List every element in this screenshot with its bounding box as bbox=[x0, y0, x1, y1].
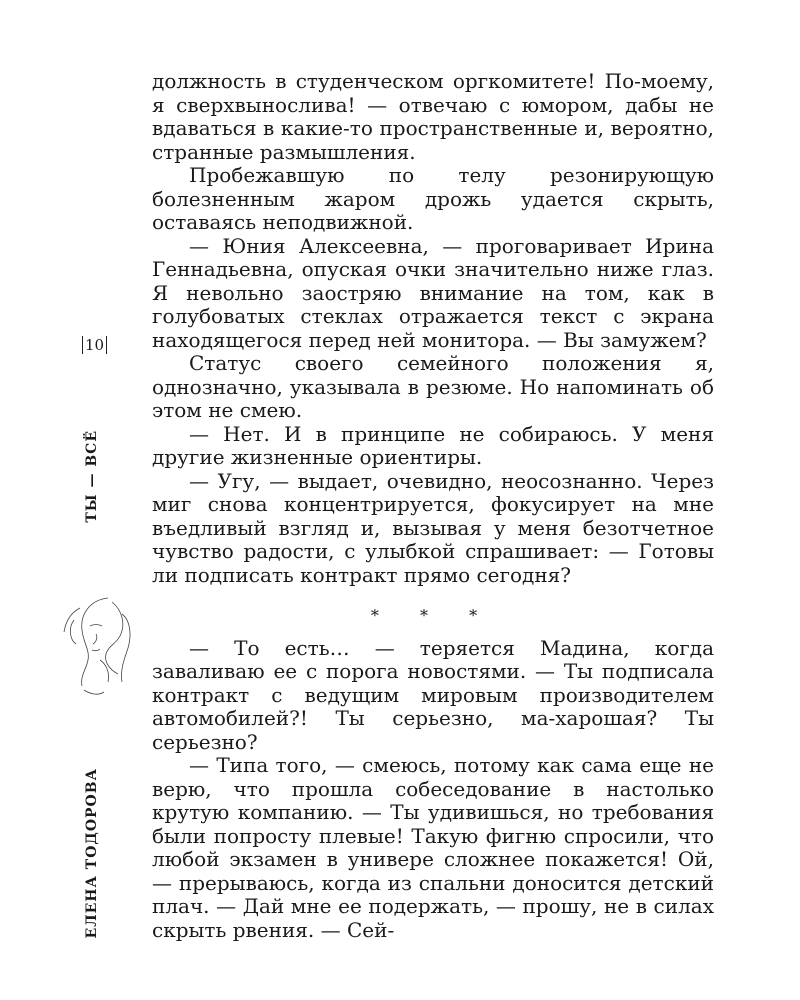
paragraph: должность в студенческом оргкомитете! По-моему, я сверхвынослива! — отвечаю с юмором, дабы не вдаваться в какие-то пространственные и, вероятно, странные размышления. bbox=[152, 69, 714, 164]
paragraph: — То есть… — теряется Мадина, когда заваливаю ее с порога новостями. — Ты подписала контракт с ведущим мировым производителем автомобилей?! Ты серьезно, ма-харошая? Ты серьезно? bbox=[152, 635, 714, 754]
section-break: * * * bbox=[370, 606, 496, 625]
paragraph: — Типа того, — смеюсь, потому как сама еще не верю, что прошла собеседование в настолько крутую компанию. — Ты удивишься, но требования были попросту плевые! Такую фигню спросили, что любой экзамен в универе сложнее покажется! Ой, — прерываюсь, когда из спальни доносится детский плач. — Дай мне ее подержать, — прошу, не в силах скрыть рвения. — Сей- bbox=[152, 753, 714, 942]
page-margin bbox=[60, 0, 140, 1000]
paragraph: Статус своего семейного положения я, однозначно, указывала в резюме. Но напоминать об этом не смею. bbox=[152, 351, 714, 422]
paragraph: — Угу, — выдает, очевидно, неосознанно. Через миг снова концентрируется, фокусирует на мне въедливый взгляд и, вызывая у меня безотчетное чувство радости, с улыбкой спрашивает: — Готовы ли подписать контракт прямо сегодня? bbox=[152, 468, 714, 587]
paragraph: — Нет. И в принципе не собираюсь. У меня другие жизненные ориентиры. bbox=[152, 421, 714, 469]
paragraph: — Юния Алексеевна, — проговаривает Ирина Геннадьевна, опуская очки значительно ниже глаз. Я невольно заостряю внимание на том, как в голубоватых стеклах отражается текст с экрана находящегося перед ней монитора. — Вы замужем? bbox=[152, 233, 714, 352]
paragraph: Пробежавшую по телу резонирующую болезненным жаром дрожь удается скрыть, оставаясь неподвижной. bbox=[152, 163, 714, 234]
running-title: ТЫ — ВСЁ bbox=[84, 430, 100, 523]
page-number: 10 bbox=[82, 336, 107, 354]
author-name: ЕЛЕНА ТОДОРОВА bbox=[84, 768, 100, 939]
woman-face-line-drawing-icon bbox=[60, 590, 136, 700]
body-text bbox=[152, 70, 714, 942]
